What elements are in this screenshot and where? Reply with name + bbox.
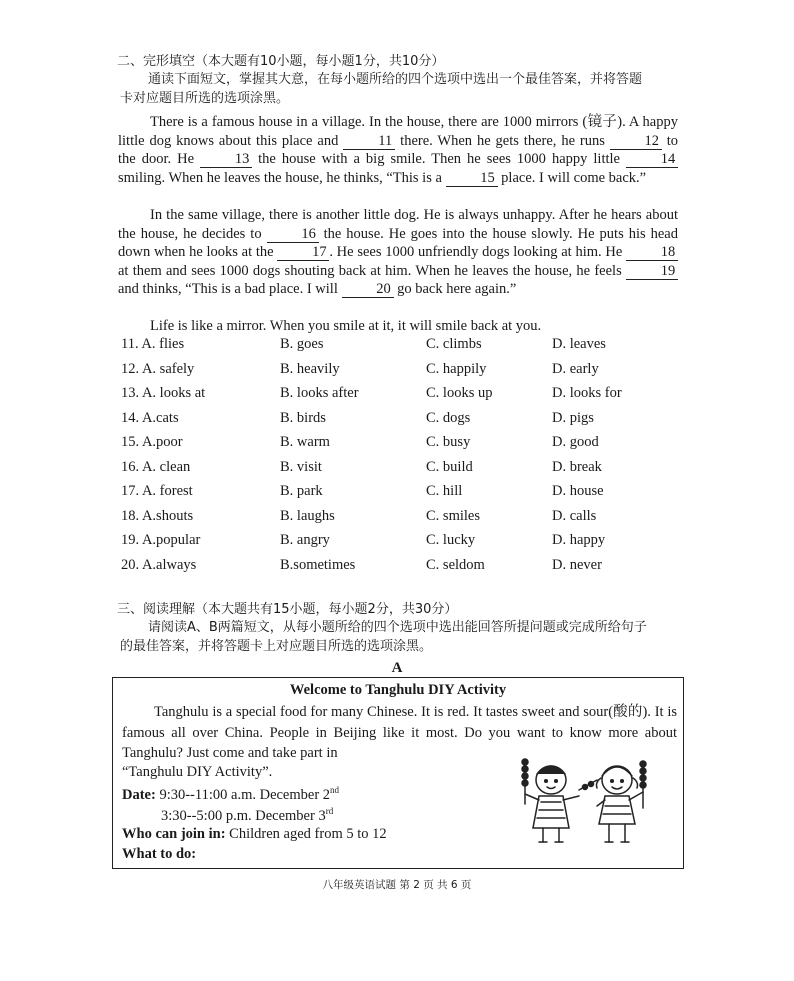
notice-date-line-2 [161, 806, 333, 825]
blank-16: 16 [267, 227, 319, 243]
option-d: D. house [552, 483, 604, 499]
option-a: 14. A.cats [121, 409, 179, 426]
date-1: 9:30--11:00 a.m. December 2 [159, 786, 331, 803]
option-d: D. pigs [552, 409, 594, 426]
who-value: Children aged from 5 to 12 [229, 826, 387, 842]
option-d: D. leaves [552, 336, 606, 352]
notice-title: Welcome to Tanghulu DIY Activity [289, 682, 507, 698]
option-d: D. never [552, 556, 602, 573]
option-b: B. warm [280, 434, 330, 450]
date-2: 3:30--5:00 p.m. December 3 [161, 807, 326, 824]
passage-text: the house. He goes into the house slowly. He puts his head down when he looks at the [118, 225, 678, 261]
option-b: B. visit [280, 458, 322, 475]
children-tanghulu-illustration [509, 750, 659, 858]
option-c: C. busy [426, 434, 471, 450]
option-c: C. looks up [426, 385, 493, 401]
blank-18: 18 [626, 245, 678, 261]
blank-15: 15 [446, 171, 498, 187]
passage-paragraph-1 [118, 113, 678, 187]
option-a: 20. A.always [121, 556, 197, 573]
option-c: C. seldom [426, 556, 485, 573]
option-a: 16. A. clean [121, 458, 191, 475]
option-b: B.sometimes [280, 556, 356, 573]
passage-text: . He sees 1000 unfriendly dogs looking at him. He [329, 244, 627, 261]
blank-11: 11 [343, 134, 395, 150]
option-a: 19. A.popular [121, 532, 201, 548]
option-b: B. looks after [280, 385, 359, 401]
option-row-15 [121, 434, 681, 458]
option-d: D. break [552, 458, 602, 475]
option-row-11 [121, 336, 681, 360]
notice-box [112, 677, 684, 869]
option-c: C. hill [426, 483, 463, 499]
option-c: C. happily [426, 360, 487, 377]
blank-19: 19 [626, 264, 678, 280]
option-c: C. climbs [426, 336, 482, 352]
option-row-18 [121, 508, 681, 532]
option-a: 15. A.poor [121, 434, 183, 450]
option-a: 13. A. looks at [121, 385, 206, 401]
passage-text: at them and sees 1000 dogs shouting back at him. When he leaves the house, he feels [118, 262, 626, 279]
blank-17: 17 [277, 245, 329, 261]
blank-13: 13 [200, 152, 252, 168]
passage-text: place. I will come back.” [497, 169, 647, 186]
date-2-suffix: rd [325, 806, 334, 816]
section3-instruction-line2: 的最佳答案，并将答题卡上对应题目所选的选项涂黑。 [120, 639, 433, 654]
option-a: 11. A. flies [121, 336, 185, 352]
option-d: D. good [552, 434, 599, 450]
option-b: B. laughs [280, 507, 335, 524]
option-b: B. park [280, 483, 323, 499]
blank-12: 12 [610, 134, 662, 150]
section3-title: 三、阅读理解（本大题共有15小题，每小题2分，共30分） [117, 602, 458, 617]
date-1-suffix: nd [330, 785, 340, 795]
option-row-17 [121, 483, 681, 507]
section2-instruction-line1: 通读下面短文，掌握其大意，在每小题所给的四个选项中选出一个最佳答案，并将答题 [148, 72, 643, 87]
section2-instruction-line2: 卡对应题目所选的选项涂黑。 [120, 91, 290, 106]
option-c: C. smiles [426, 507, 480, 524]
passage-text: and thinks, “This is a bad place. I will [118, 281, 342, 298]
date-label: Date: [122, 786, 156, 803]
option-d: D. happy [552, 532, 606, 548]
notice-who-line [122, 826, 387, 843]
page-footer: 八年级英语试题 第 2 页 共 6 页 [322, 879, 472, 891]
notice-body: Tanghulu is a special food for many Chinese. It is red. It tastes sweet and sour(酸的). It is famous all over China. People in Beijing like it most. Do you want to know more about Tanghulu? Just come and take part in [122, 704, 677, 761]
part-a-label: A [391, 660, 403, 676]
who-label: Who can join in: [122, 826, 226, 842]
passage-text: smiling. When he leaves the house, he thinks, “This is a [118, 169, 446, 186]
option-d: D. early [552, 360, 599, 377]
passage-text: to the door. He [118, 132, 678, 168]
option-c: C. build [426, 458, 473, 475]
option-b: B. birds [280, 409, 326, 426]
passage-text: go back here again.” [393, 281, 517, 298]
option-row-12 [121, 361, 681, 385]
section3-instruction-line1: 请阅读A、B两篇短文，从每小题所给的四个选项中选出能回答所提问题或完成所给句子 [148, 620, 647, 635]
passage-paragraph-3: Life is like a mirror. When you smile at it, it will smile back at you. [150, 318, 542, 334]
option-c: C. lucky [426, 532, 476, 548]
option-d: D. looks for [552, 385, 622, 401]
option-c: C. dogs [426, 409, 471, 426]
option-b: B. heavily [280, 360, 340, 377]
passage-text: there. When he gets there, he runs [395, 132, 610, 149]
notice-body-end: “Tanghulu DIY Activity”. [122, 764, 273, 780]
what-label: What to do: [122, 846, 197, 862]
option-row-14 [121, 410, 681, 434]
option-row-20 [121, 557, 681, 581]
option-a: 12. A. safely [121, 360, 195, 377]
blank-20: 20 [342, 282, 394, 298]
blank-14: 14 [626, 152, 678, 168]
passage-text: There is a famous house in a village. In the house, there are 1000 mirrors (镜子). A happy little dog knows about this place and [118, 114, 678, 149]
option-d: D. calls [552, 507, 597, 524]
option-a: 17. A. forest [121, 483, 193, 499]
option-b: B. goes [280, 336, 324, 352]
passage-text: the house with a big smile. Then he sees 1000 happy little [252, 151, 626, 168]
notice-date-line-1 [122, 785, 339, 804]
option-row-13 [121, 385, 681, 409]
option-b: B. angry [280, 532, 330, 548]
option-row-19 [121, 532, 681, 556]
section3-instruction [120, 618, 688, 656]
option-a: 18. A.shouts [121, 507, 194, 524]
option-row-16 [121, 459, 681, 483]
passage-text: In the same village, there is another little dog. He is always unhappy. After he hears about the house, he decides to [118, 207, 678, 242]
passage-paragraph-2 [118, 206, 678, 299]
section2-title: 二、完形填空（本大题有10小题，每小题1分，共10分） [117, 54, 445, 69]
section2-instruction [120, 70, 688, 108]
